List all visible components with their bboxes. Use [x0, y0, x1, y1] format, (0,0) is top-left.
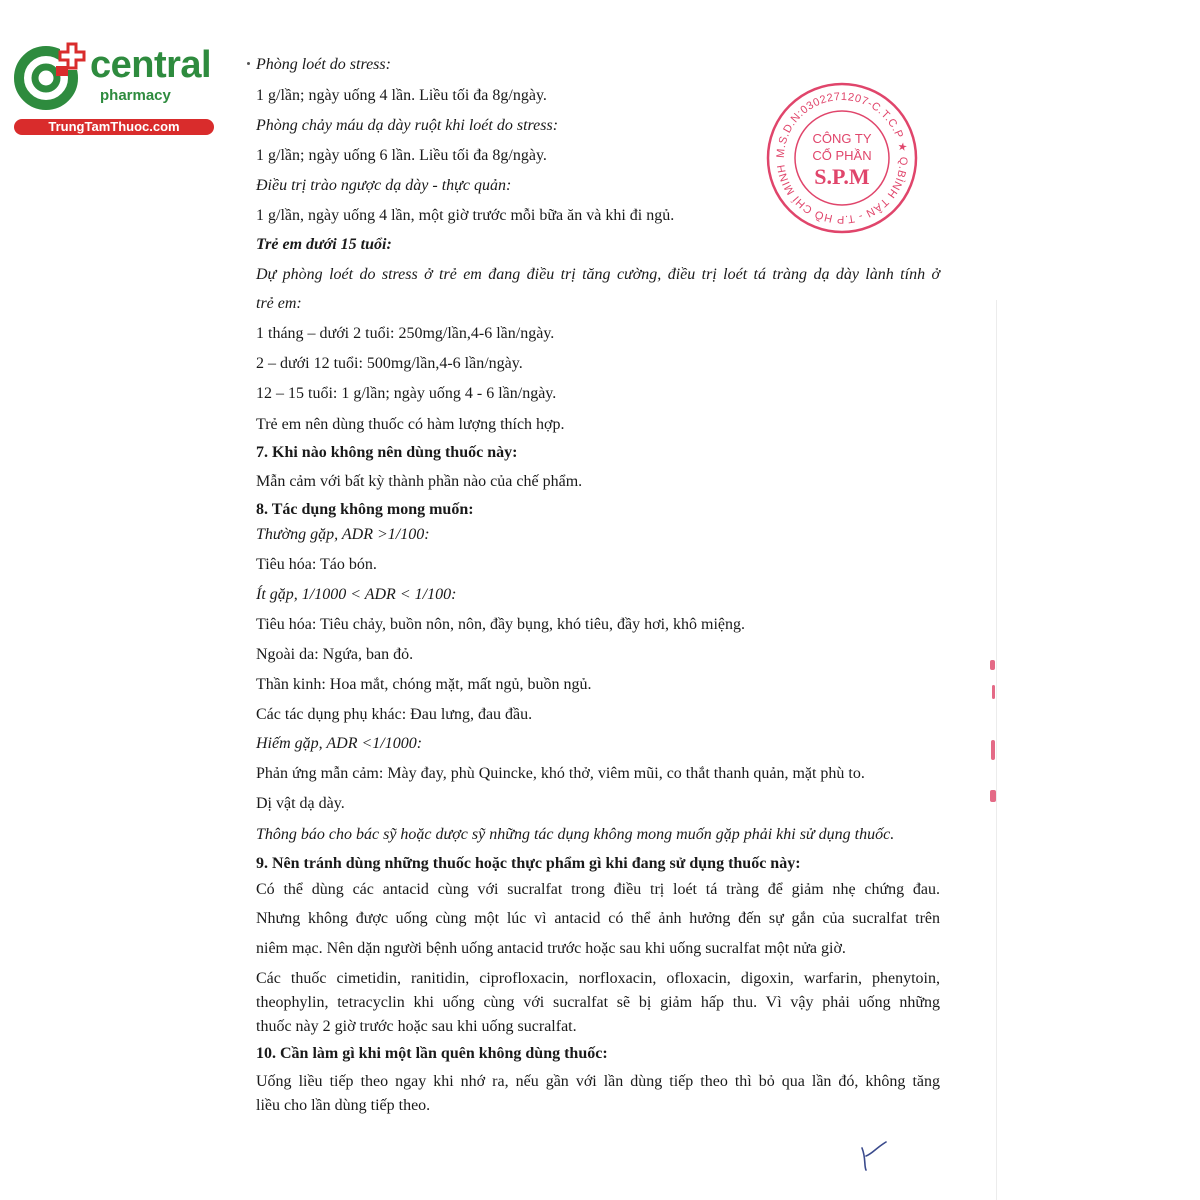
text-line: theophylin, tetracyclin khi uống cùng với sucralfat sẽ bị giảm hấp thu. Vì vậy phải uống những	[256, 994, 940, 1011]
bullet-dot	[247, 62, 250, 65]
text-line: Trẻ em nên dùng thuốc có hàm lượng thích hợp.	[256, 416, 565, 433]
text-line: Nhưng không được uống cùng một lúc vì antacid có thể ảnh hưởng đến sự gắn của sucralfat trên	[256, 910, 940, 927]
section-heading: 8. Tác dụng không mong muốn:	[256, 501, 474, 518]
text-line: Các thuốc cimetidin, ranitidin, ciprofloxacin, norfloxacin, ofloxacin, digoxin, warfarin, phenytoin,	[256, 970, 940, 987]
central-pharmacy-logo[interactable]	[10, 38, 215, 138]
text-line: Thường gặp, ADR >1/100:	[256, 526, 430, 543]
text-line: 2 – dưới 12 tuổi: 500mg/lần,4-6 lần/ngày.	[256, 355, 523, 372]
section-heading: 7. Khi nào không nên dùng thuốc này:	[256, 444, 518, 461]
text-line: Uống liều tiếp theo ngay khi nhớ ra, nếu gần với lần dùng tiếp theo thì bỏ qua lần đó, không tăng	[256, 1073, 940, 1090]
logo-url-bar[interactable]: TrungTamThuoc.com	[14, 119, 214, 135]
ink-mark	[992, 685, 995, 699]
text-line: Dự phòng loét do stress ở trẻ em đang điều trị tăng cường, điều trị loét tá tràng dạ dày lành tính ở	[256, 266, 940, 283]
logo-subbrand-text: pharmacy	[100, 87, 171, 104]
text-line: Dị vật dạ dày.	[256, 795, 345, 812]
text-line: niêm mạc. Nên dặn người bệnh uống antacid trước hoặc sau khi uống sucralfat một nửa giờ.	[256, 940, 846, 957]
text-line: trẻ em:	[256, 295, 302, 312]
ink-mark	[991, 740, 995, 760]
section-heading: 10. Cần làm gì khi một lần quên không dùng thuốc:	[256, 1045, 608, 1062]
section-heading: 9. Nên tránh dùng những thuốc hoặc thực phẩm gì khi đang sử dụng thuốc này:	[256, 855, 801, 872]
text-line: Điều trị trào ngược dạ dày - thực quản:	[256, 177, 512, 194]
text-line: Tiêu hóa: Tiêu chảy, buồn nôn, nôn, đầy bụng, khó tiêu, đầy hơi, khô miệng.	[256, 616, 746, 633]
text-line: thuốc này 2 giờ trước hoặc sau khi uống sucralfat.	[256, 1018, 577, 1035]
ink-mark	[990, 790, 996, 802]
text-line: Tiêu hóa: Táo bón.	[256, 556, 377, 573]
text-line: Có thể dùng các antacid cùng với sucralfat trong điều trị loét tá tràng để giảm nhẹ chứng đau.	[256, 881, 940, 898]
text-line: liều cho lần dùng tiếp theo.	[256, 1097, 431, 1114]
stamp-ring-text: M.S.D.N:0302271207-C.T.C.P ★ Q.BÌNH TÂN - T.P HỒ CHÍ MINH	[774, 90, 910, 226]
page-edge-line	[996, 300, 997, 1200]
handwritten-signature	[858, 1138, 892, 1172]
text-line: Hiếm gặp, ADR <1/1000:	[256, 735, 423, 752]
text-line: Thần kinh: Hoa mắt, chóng mặt, mất ngủ, buồn ngủ.	[256, 676, 592, 693]
text-line: Thông báo cho bác sỹ hoặc dược sỹ những tác dụng không mong muốn gặp phải khi sử dụng thuốc.	[256, 826, 895, 843]
text-line: Ngoài da: Ngứa, ban đỏ.	[256, 646, 414, 663]
text-line: 1 g/lần, ngày uống 4 lần, một giờ trước mỗi bữa ăn và khi đi ngủ.	[256, 207, 675, 224]
stamp-line2: CỔ PHẦN	[812, 148, 872, 163]
stamp-line3: S.P.M	[814, 164, 870, 189]
text-line: 1 g/lần; ngày uống 4 lần. Liều tối đa 8g/ngày.	[256, 87, 547, 104]
company-stamp	[764, 80, 920, 236]
text-line: 1 tháng – dưới 2 tuổi: 250mg/lần,4-6 lần/ngày.	[256, 325, 555, 342]
text-line: Phòng loét do stress:	[256, 56, 391, 73]
section-heading: Trẻ em dưới 15 tuổi:	[256, 236, 392, 253]
stamp-line1: CÔNG TY	[812, 131, 872, 146]
logo-brand-text: central	[90, 44, 212, 86]
text-line: Ít gặp, 1/1000 < ADR < 1/100:	[256, 586, 457, 603]
text-line: Các tác dụng phụ khác: Đau lưng, đau đầu.	[256, 706, 533, 723]
text-line: Mẫn cảm với bất kỳ thành phần nào của chế phẩm.	[256, 473, 583, 490]
text-line: Phòng chảy máu dạ dày ruột khi loét do stress:	[256, 117, 559, 134]
text-line: 1 g/lần; ngày uống 6 lần. Liều tối đa 8g/ngày.	[256, 147, 547, 164]
logo-mark-icon	[10, 38, 90, 118]
text-line: Phản ứng mẫn cảm: Mày đay, phù Quincke, khó thở, viêm mũi, co thắt thanh quản, mặt phù to.	[256, 765, 865, 782]
text-line: 12 – 15 tuổi: 1 g/lần; ngày uống 4 - 6 lần/ngày.	[256, 385, 557, 402]
ink-mark	[990, 660, 995, 670]
